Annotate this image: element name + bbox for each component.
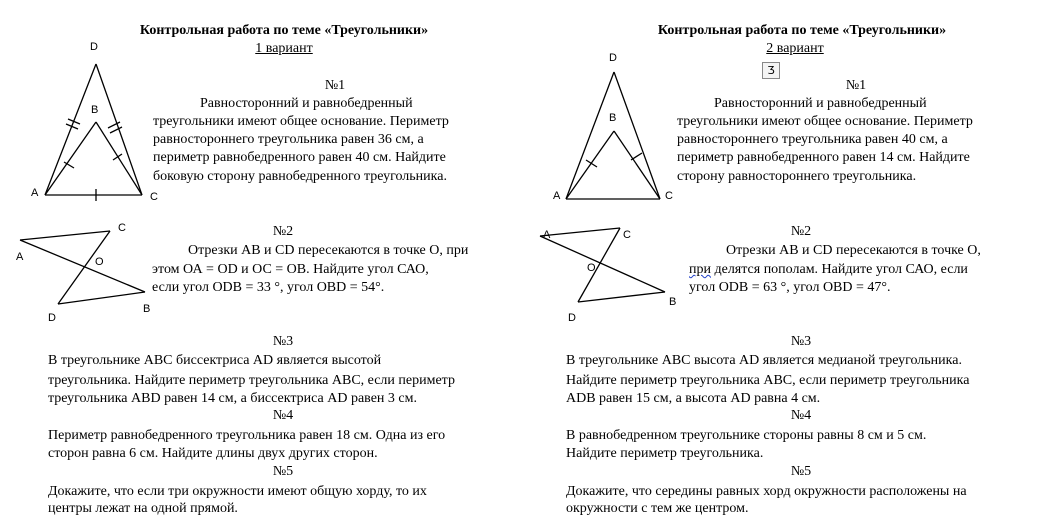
v2-problem3-number: №3 — [790, 334, 812, 349]
v1-problem1-line: треугольники имеют общее основание. Периметр — [153, 114, 449, 129]
edit-marker-icon[interactable]: Ʒ — [762, 62, 780, 79]
v1-problem5-line: центры лежат на одной прямой. — [48, 501, 238, 516]
v2-problem4-line: Найдите периметр треугольника. — [566, 446, 764, 461]
v2-problem2-line: угол ODB = 63 °, угол OBD = 47°. — [689, 280, 891, 295]
v2-label-c2: C — [623, 229, 631, 241]
v2-problem1-line: треугольники имеют общее основание. Периметр — [677, 114, 973, 129]
v2-problem3-line: В треугольнике АВС высота АD является медианой треугольника. — [566, 353, 962, 368]
v2-problem2-line: Отрезки АВ и CD пересекаются в точке О, — [726, 243, 981, 258]
v2-label-b2: B — [669, 296, 677, 308]
v1-label-c2: C — [118, 222, 126, 234]
v2-problem5-number: №5 — [790, 464, 812, 479]
v1-problem3-line: В треугольнике АВС биссектриса АD является высотой — [48, 353, 382, 368]
v2-label-o2: O — [587, 262, 596, 274]
v1-problem1-number: №1 — [324, 78, 346, 93]
v2-problem3-line: АDВ равен 15 см, а высота АD равна 4 см. — [566, 391, 821, 406]
v1-label-a: A — [31, 187, 39, 199]
v2-label-c: C — [665, 190, 673, 202]
v1-label-b2: B — [143, 303, 151, 315]
v1-problem4-number: №4 — [272, 408, 294, 423]
v1-problem3-line: треугольника. Найдите периметр треугольника АВС, если периметр — [48, 373, 455, 388]
v1-label-b: B — [91, 104, 99, 116]
spellcheck-word: при — [689, 262, 711, 277]
v2-label-d: D — [609, 52, 617, 64]
v2-problem5-line: Докажите, что середины равных хорд окружности расположены на — [566, 484, 967, 499]
v1-problem2-line: Отрезки АВ и CD пересекаются в точке О, при — [188, 243, 469, 258]
v1-problem2-number: №2 — [272, 224, 294, 239]
v1-problem1-line: равностороннего треугольника равен 36 см, а — [153, 132, 424, 147]
v1-problem4-line: Периметр равнобедренного треугольника равен 18 см. Одна из его — [48, 428, 446, 443]
v1-problem3-number: №3 — [272, 334, 294, 349]
v1-problem4-line: сторон равна 6 см. Найдите длины двух других сторон. — [48, 446, 378, 461]
v1-label-d: D — [90, 41, 98, 53]
v1-problem3-line: треугольника АВD равен 14 см, а биссектриса АD равен 3 см. — [48, 391, 417, 406]
v2-problem1-number: №1 — [845, 78, 867, 93]
v2-label-a2: A — [543, 229, 551, 241]
v2-label-b: B — [609, 112, 617, 124]
v1-problem5-number: №5 — [272, 464, 294, 479]
v2-variant: 2 вариант — [766, 41, 824, 56]
v1-problem1-line: периметр равнобедренного равен 40 см. Найдите — [153, 150, 446, 165]
v2-problem2-line-rest: делятся пополам. Найдите угол САО, если — [710, 262, 968, 277]
v2-problem4-line: В равнобедренном треугольнике стороны равны 8 см и 5 см. — [566, 428, 927, 443]
v2-problem4-number: №4 — [790, 408, 812, 423]
v2-problem1-line: равностороннего треугольника равен 40 см, а — [677, 132, 948, 147]
v2-problem3-line: Найдите периметр треугольника АВС, если периметр треугольника — [566, 373, 970, 388]
v2-problem1-line: Равносторонний и равнобедренный — [714, 96, 927, 111]
v1-problem2-line: если угол ODB = 33 °, угол OBD = 54°. — [152, 280, 385, 295]
v2-problem2-number: №2 — [790, 224, 812, 239]
v1-problem2-line: этом ОА = OD и ОС = ОВ. Найдите угол САО, — [152, 262, 429, 277]
v1-variant: 1 вариант — [255, 41, 313, 56]
v1-label-a2: A — [16, 251, 24, 263]
v1-problem1-line: боковую сторону равнобедренного треугольника. — [153, 169, 447, 184]
v2-label-a: A — [553, 190, 561, 202]
v2-problem1-line: периметр равнобедренного равен 14 см. Найдите — [677, 150, 970, 165]
v1-label-c: C — [150, 191, 158, 203]
v2-title: Контрольная работа по теме «Треугольники» — [657, 23, 947, 38]
v1-label-d2: D — [48, 312, 56, 324]
v2-problem1-line: сторону равностороннего треугольника. — [677, 169, 917, 184]
v2-problem5-line: окружности с тем же центром. — [566, 501, 749, 516]
v1-label-o2: O — [95, 256, 104, 268]
v1-title: Контрольная работа по теме «Треугольники» — [139, 23, 429, 38]
v2-label-d2: D — [568, 312, 576, 324]
v1-problem1-line: Равносторонний и равнобедренный — [200, 96, 413, 111]
v1-problem5-line: Докажите, что если три окружности имеют общую хорду, то их — [48, 484, 427, 499]
